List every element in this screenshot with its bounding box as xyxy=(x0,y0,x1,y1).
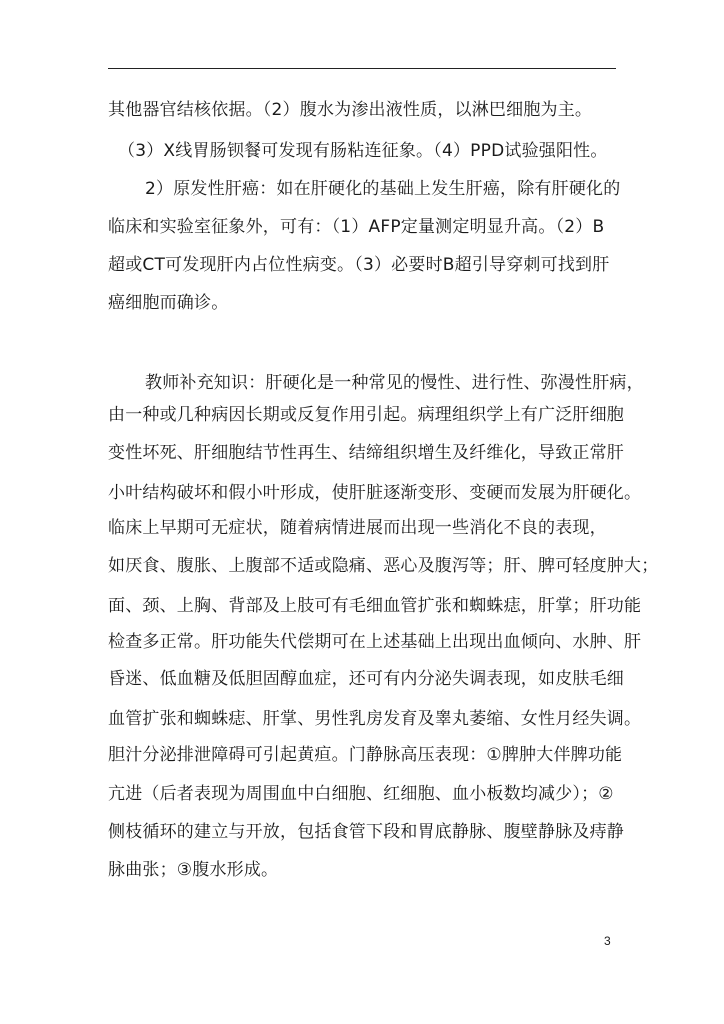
text-line: 昏迷、低血糖及低胆固醇血症，还可有内分泌失调表现，如皮肤毛细 xyxy=(108,669,624,689)
text-line: 侧枝循环的建立与开放，包括食管下段和胃底静脉、腹壁静脉及痔静 xyxy=(108,822,624,842)
text-line: 2）原发性肝癌：如在肝硬化的基础上发生肝癌，除有肝硬化的 xyxy=(145,179,621,199)
text-line: 面、颈、上胸、背部及上肢可有毛细血管扩张和蜘蛛痣，肝掌；肝功能 xyxy=(108,596,642,616)
text-line: 胆汁分泌排泄障碍可引起黄疸。门静脉高压表现：①脾肿大伴脾功能 xyxy=(108,745,623,765)
text-line: 小叶结构破坏和假小叶形成，使肝脏逐渐变形、变硬而发展为肝硬化。 xyxy=(108,483,642,503)
text-line: 临床上早期可无症状，随着病情进展而出现一些消化不良的表现， xyxy=(108,518,607,538)
text-line: 癌细胞而确诊。 xyxy=(108,293,229,313)
text-line: 检查多正常。肝功能失代偿期可在上述基础上出现出血倾向、水肿、肝 xyxy=(108,632,642,652)
text-line: 脉曲张；③腹水形成。 xyxy=(108,860,279,880)
page-number: 3 xyxy=(604,934,611,948)
text-line: 教师补充知识：肝硬化是一种常见的慢性、进行性、弥漫性肝病， xyxy=(145,373,644,393)
text-line: （3）X线胃肠钡餐可发现有肠粘连征象。（4）PPD试验强阳性。 xyxy=(118,141,608,161)
text-line: 临床和实验室征象外，可有：（1）AFP定量测定明显升高。（2）B xyxy=(108,217,605,237)
text-line: 变性坏死、肝细胞结节性再生、结缔组织增生及纤维化，导致正常肝 xyxy=(108,443,624,463)
text-line: 如厌食、腹胀、上腹部不适或隐痛、恶心及腹泻等；肝、脾可轻度肿大； xyxy=(108,556,659,576)
text-line: 血管扩张和蜘蛛痣、肝掌、男性乳房发育及睾丸萎缩、女性月经失调。 xyxy=(108,709,642,729)
text-line: 由一种或几种病因长期或反复作用引起。病理组织学上有广泛肝细胞 xyxy=(108,405,624,425)
text-line: 超或CT可发现肝内占位性病变。（3）必要时B超引导穿刺可找到肝 xyxy=(108,255,610,275)
text-line: 其他器官结核依据。（2）腹水为渗出液性质，以淋巴细胞为主。 xyxy=(108,100,593,120)
text-line: 亢进（后者表现为周围血中白细胞、红细胞、血小板数均减少）；② xyxy=(108,784,614,804)
header-rule xyxy=(108,68,616,69)
